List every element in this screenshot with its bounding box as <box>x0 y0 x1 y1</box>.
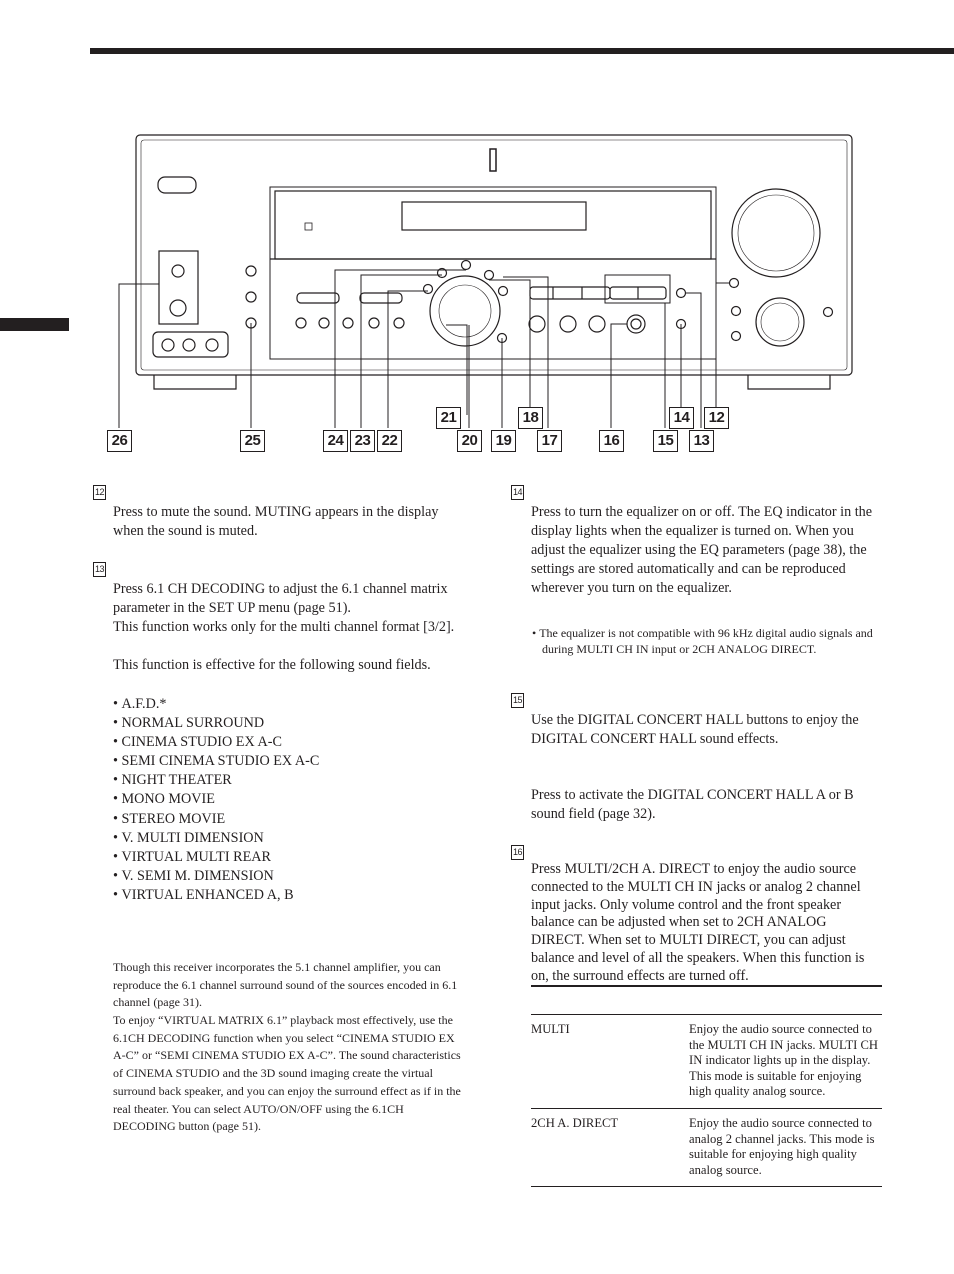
callout-25: 25 <box>240 430 265 452</box>
section-number-13: 13 <box>93 562 106 577</box>
section-15-para-2: Press to activate the DIGITAL CONCERT HALL A or B sound field (page 32). <box>531 787 854 822</box>
top-rule <box>90 48 954 54</box>
direct-mode-table <box>531 985 882 1187</box>
section-tab-marker <box>0 318 69 331</box>
section-number-14: 14 <box>511 485 524 500</box>
callout-20: 20 <box>457 430 482 452</box>
list-item: • VIRTUAL ENHANCED A, B <box>113 886 463 905</box>
callout-21: 21 <box>436 407 461 429</box>
section-14-text: Press to turn the equalizer on or off. The EQ indicator in the display lights when the equalizer is turned on. When you adjust the equalizer using the EQ parameters (page 38), the settings are stored automatically and can be reproduced wherever you turn on the equalizer. <box>531 504 873 596</box>
callout-23: 23 <box>350 430 375 452</box>
list-item: • VIRTUAL MULTI REAR <box>113 848 463 867</box>
sound-field-list <box>113 695 463 905</box>
section-13-para-2: This function works only for the multi channel format [3/2]. <box>113 619 455 635</box>
callout-22: 22 <box>377 430 402 452</box>
table-header-cell <box>531 986 882 1015</box>
callout-19: 19 <box>491 430 516 452</box>
table-row <box>531 1108 882 1186</box>
table-row <box>531 1015 882 1109</box>
list-item: • NIGHT THEATER <box>113 771 463 790</box>
list-item: • V. SEMI M. DIMENSION <box>113 867 463 886</box>
list-item: • A.F.D.* <box>113 695 463 714</box>
list-item: • MONO MOVIE <box>113 790 463 809</box>
callout-15: 15 <box>653 430 678 452</box>
callout-17: 17 <box>537 430 562 452</box>
table-cell-description: Enjoy the audio source connected to the MULTI CH IN jacks. MULTI CH IN indicator lights up in the display. This mode is suitable for enjoying high quality analog source. <box>689 1015 882 1109</box>
equalizer-note: • The equalizer is not compatible with 96 kHz digital audio signals and during MULTI CH IN input or 2CH ANALOG DIRECT. <box>531 626 887 657</box>
table-header-row <box>531 986 882 1015</box>
virtual-matrix-note-2: To enjoy “VIRTUAL MATRIX 6.1” playback most effectively, use the 6.1CH DECODING function when you select “CINEMA STUDIO EX A-C” or “SEMI CINEMA STUDIO EX A-C”. The sound characteristics of CINEMA STUDIO and the 3D sound imaging create the virtual surround back speaker, and you can enjoy the surround effect as if in the real theater. You can select AUTO/ON/OFF using the 6.1CH DECODING button (page 51). <box>113 1013 461 1134</box>
virtual-matrix-note-1: Though this receiver incorporates the 5.1 channel amplifier, you can reproduce the 6.1 channel surround sound of the sources encoded in 6.1 channel (page 31). <box>113 960 458 1010</box>
list-item: • V. MULTI DIMENSION <box>113 829 463 848</box>
callout-13: 13 <box>689 430 714 452</box>
section-15-para-1: Use the DIGITAL CONCERT HALL buttons to enjoy the DIGITAL CONCERT HALL sound effects. <box>531 712 859 747</box>
section-number-12: 12 <box>93 485 106 500</box>
callout-24: 24 <box>323 430 348 452</box>
front-panel-figure <box>90 125 870 465</box>
section-number-15: 15 <box>511 693 524 708</box>
section-16-text: Press MULTI/2CH A. DIRECT to enjoy the audio source connected to the MULTI CH IN jacks or analog 2 channel input jacks. Only volume control and the front speaker balance can be adjusted when set to 2CH ANALOG DIRECT. When set to MULTI DIRECT, you can adjust balance and level of all the speakers. When this function is on, the surround effects are turned off. <box>531 861 865 984</box>
list-item: • STEREO MOVIE <box>113 810 463 829</box>
table-cell-mode: 2CH A. DIRECT <box>531 1108 689 1186</box>
section-number-16: 16 <box>511 845 524 860</box>
callout-14: 14 <box>669 407 694 429</box>
list-item: • SEMI CINEMA STUDIO EX A-C <box>113 752 463 771</box>
callout-12: 12 <box>704 407 729 429</box>
receiver-front-panel-drawing <box>90 125 870 465</box>
table-cell-description: Enjoy the audio source connected to analog 2 channel jacks. This mode is suitable for enjoying high quality analog source. <box>689 1108 882 1186</box>
callout-16: 16 <box>599 430 624 452</box>
table-cell-mode: MULTI <box>531 1015 689 1109</box>
callout-26: 26 <box>107 430 132 452</box>
section-13-para-3: This function is effective for the following sound fields. <box>113 657 431 673</box>
section-12-text: Press to mute the sound. MUTING appears in the display when the sound is muted. <box>113 504 439 539</box>
list-item: • CINEMA STUDIO EX A-C <box>113 733 463 752</box>
callout-18: 18 <box>518 407 543 429</box>
section-13-para-1: Press 6.1 CH DECODING to adjust the 6.1 channel matrix parameter in the SET UP menu (page 51). <box>113 581 448 616</box>
list-item: • NORMAL SURROUND <box>113 714 463 733</box>
